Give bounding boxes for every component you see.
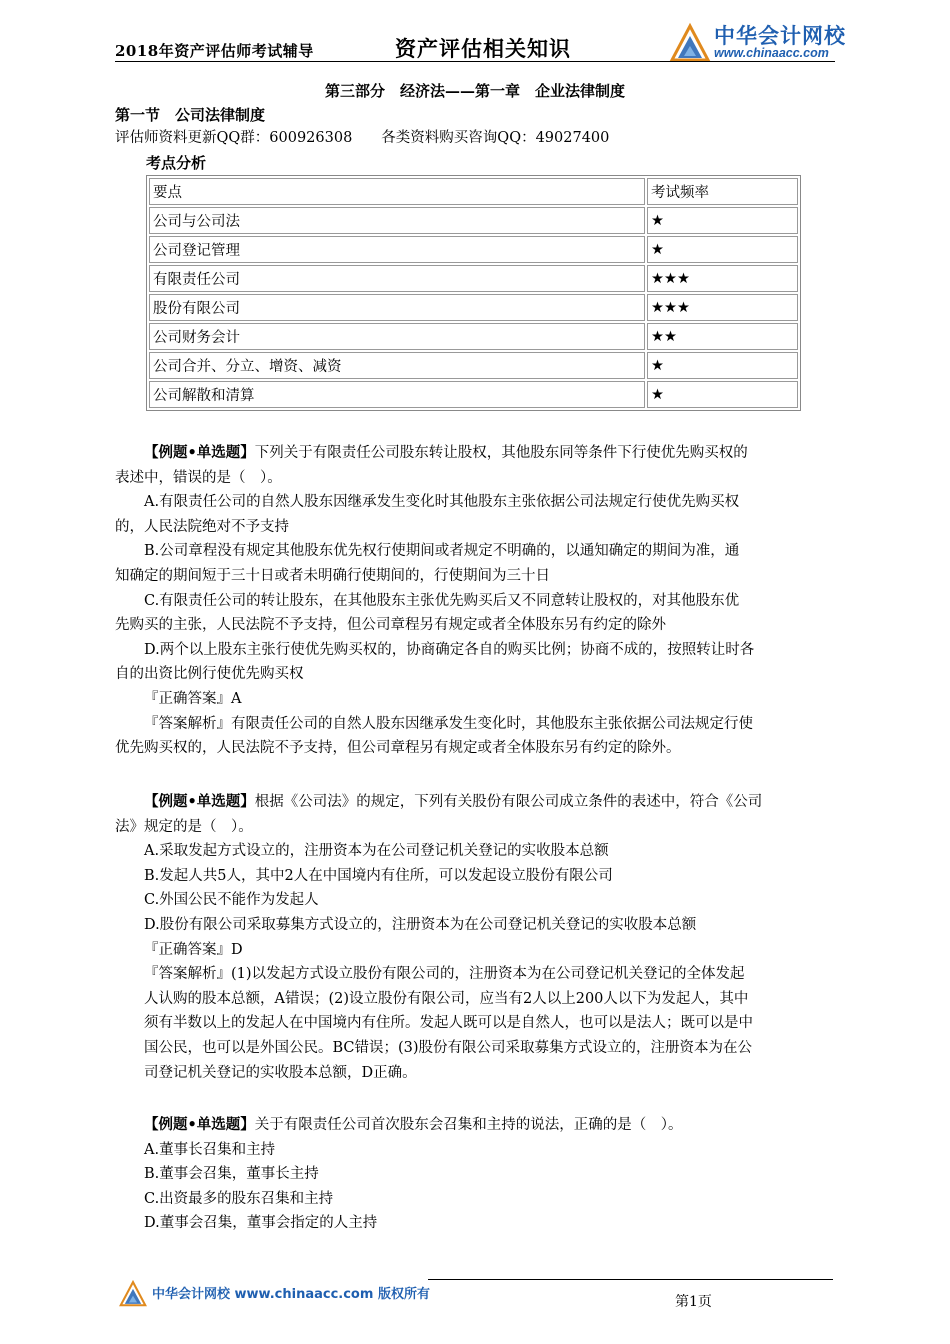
brand-logo [668, 20, 848, 64]
question-2 [115, 790, 837, 1085]
footer-copyright: 中华会计网校 www.chinaacc.com 版权所有 [152, 1287, 430, 1302]
question-stem: 【例题•单选题】关于有限责任公司首次股东会召集和主持的说法，正确的是（ ）。 [144, 1116, 683, 1133]
answer-explanation-cont: 人认购的股本总额，A错误；(2)设立股份有限公司，应当有2人以上200人以下为发起人，其中 [144, 990, 749, 1007]
analysis-title: 考点分析 [146, 154, 207, 172]
section-title: 第一节 公司法律制度 [115, 106, 266, 124]
footer-logo [118, 1278, 148, 1312]
table-cell: ★ [647, 381, 798, 408]
option-c: C.有限责任公司的转让股东，在其他股东主张优先购买后又不同意转让股权的，对其他股东优 [144, 592, 740, 609]
table-header-cell: 考试频率 [647, 178, 798, 205]
option-a: A.采取发起方式设立的，注册资本为在公司登记机关登记的实收股本总额 [144, 843, 609, 860]
table-cell: ★ [647, 352, 798, 379]
option-b-cont: 知确定的期间短于三十日或者未明确行使期间的，行使期间为三十日 [115, 567, 550, 584]
exam-points-table [146, 175, 801, 411]
question-3 [115, 1113, 837, 1236]
table-cell: 股份有限公司 [149, 294, 645, 321]
option-b: B.公司章程没有规定其他股东优先权行使期间或者规定不明确的，以通知确定的期间为准，通 [144, 543, 740, 560]
option-b: B.发起人共5人，其中2人在中国境内有住所，可以发起设立股份有限公司 [144, 867, 613, 884]
footer-divider [428, 1279, 833, 1280]
header-divider [115, 61, 835, 62]
answer-explanation-cont: 须有半数以上的发起人在中国境内有住所。发起人既可以是自然人，也可以是法人；既可以是中 [144, 1015, 753, 1032]
option-d: D.股份有限公司采取募集方式设立的，注册资本为在公司登记机关登记的实收股本总额 [144, 916, 697, 933]
option-b: B.董事会召集，董事长主持 [144, 1166, 319, 1183]
question-tag: 【例题•单选题】 [144, 793, 255, 810]
answer-explanation-cont: 优先购买权的，人民法院不予支持，但公司章程另有规定或者全体股东另有约定的除外。 [115, 740, 681, 757]
table-cell: 公司与公司法 [149, 207, 645, 234]
table-cell: 有限责任公司 [149, 265, 645, 292]
page-number: 第1页 [675, 1294, 712, 1310]
table-cell: 公司财务会计 [149, 323, 645, 350]
logo-triangle-icon [668, 20, 712, 64]
table-cell: ★ [647, 207, 798, 234]
option-d: D.董事会召集，董事会指定的人主持 [144, 1215, 378, 1232]
answer-explanation-cont: 国公民，也可以是外国公民。BC错误；(3)股份有限公司采取募集方式设立的，注册资本为在公 [144, 1039, 753, 1056]
chapter-title: 第三部分 经济法——第一章 企业法律制度 [324, 82, 625, 100]
option-c: C.外国公民不能作为发起人 [144, 892, 319, 909]
option-a-cont: 的，人民法院绝对不予支持 [115, 518, 289, 535]
answer-explanation-cont: 司登记机关登记的实收股本总额，D正确。 [144, 1064, 417, 1081]
table-cell: ★★★ [647, 294, 798, 321]
option-c: C.出资最多的股东召集和主持 [144, 1190, 334, 1207]
option-d-cont: 自的出资比例行使优先购买权 [115, 666, 304, 683]
qq-info: 评估师资料更新QQ群：600926308 各类资料购买咨询QQ：49027400 [115, 130, 610, 146]
footer-logo-icon [118, 1278, 148, 1308]
table-row [149, 352, 798, 379]
answer-explanation: 『答案解析』有限责任公司的自然人股东因继承发生变化时，其他股东主张依据公司法规定行使 [144, 715, 753, 732]
table-row [149, 294, 798, 321]
table-cell: ★ [647, 236, 798, 263]
answer-explanation: 『答案解析』(1)以发起方式设立股份有限公司的，注册资本为在公司登记机关登记的全体发起 [144, 966, 745, 983]
table-cell: 公司合并、分立、增资、减资 [149, 352, 645, 379]
option-a: A.有限责任公司的自然人股东因继承发生变化时其他股东主张依据公司法规定行使优先购买权 [144, 494, 740, 511]
logo-url: www.chinaacc.com [714, 46, 829, 60]
question-stem: 【例题•单选题】根据《公司法》的规定，下列有关股份有限公司成立条件的表述中，符合《公司 [144, 793, 763, 810]
table-cell: ★★ [647, 323, 798, 350]
logo-name: 中华会计网校 [714, 24, 846, 48]
header-subject: 资产评估相关知识 [395, 36, 571, 61]
table-cell: 公司登记管理 [149, 236, 645, 263]
table-row [149, 265, 798, 292]
option-d: D.两个以上股东主张行使优先购买权的，协商确定各自的购买比例；协商不成的，按照转让时各 [144, 641, 755, 658]
table-header-cell: 要点 [149, 178, 645, 205]
table-row [149, 207, 798, 234]
table-header-row [149, 178, 798, 205]
option-a: A.董事长召集和主持 [144, 1141, 276, 1158]
question-tag: 【例题•单选题】 [144, 444, 255, 461]
table-cell: 公司解散和清算 [149, 381, 645, 408]
option-c-cont: 先购买的主张，人民法院不予支持，但公司章程另有规定或者全体股东另有约定的除外 [115, 617, 666, 634]
header-course: 2018年资产评估师考试辅导 [115, 42, 314, 60]
question-stem-cont: 法》规定的是（ ）。 [115, 818, 253, 835]
question-tag: 【例题•单选题】 [144, 1116, 255, 1133]
table-row [149, 236, 798, 263]
question-stem: 【例题•单选题】下列关于有限责任公司股东转让股权，其他股东同等条件下行使优先购买权的 [144, 444, 748, 461]
question-stem-cont: 表述中，错误的是（ ）。 [115, 469, 282, 486]
table-cell: ★★★ [647, 265, 798, 292]
correct-answer: 『正确答案』D [144, 941, 243, 958]
table-row [149, 323, 798, 350]
correct-answer: 『正确答案』A [144, 690, 242, 707]
table-row [149, 381, 798, 408]
question-1 [115, 441, 837, 761]
